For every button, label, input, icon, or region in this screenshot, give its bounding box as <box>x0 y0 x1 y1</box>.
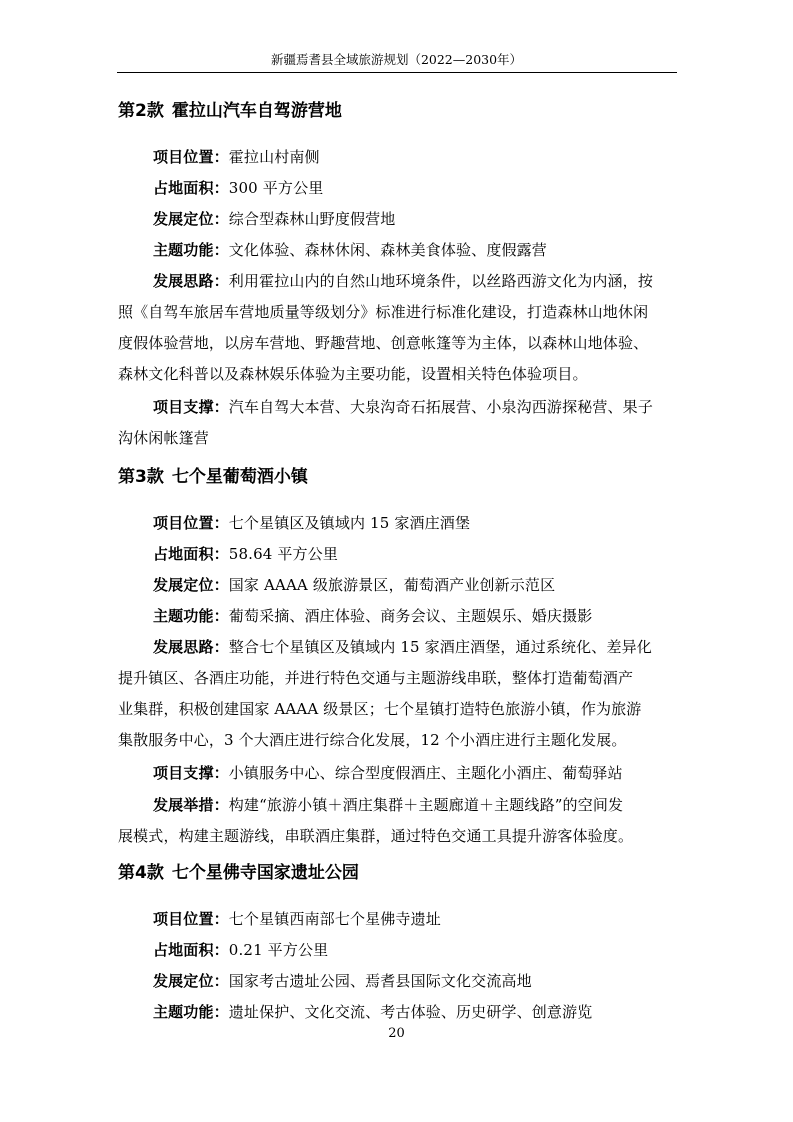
field-label: 发展定位： <box>153 972 229 990</box>
field-location <box>153 512 470 533</box>
field-value: 300 平方公里 <box>228 179 324 197</box>
field-value: 58.64 平方公里 <box>228 545 338 563</box>
field-label: 占地面积： <box>153 179 229 197</box>
field-label: 项目位置： <box>153 910 229 928</box>
field-label: 项目位置： <box>153 514 229 532</box>
field-positioning <box>153 970 532 991</box>
field-label: 项目支撑： <box>153 398 229 416</box>
page-number: 20 <box>388 1026 405 1041</box>
section-number: 第2款 <box>118 101 164 121</box>
paragraph-line: 森林文化科普以及森林娱乐体验为主要功能，设置相关特色体验项目。 <box>118 365 588 383</box>
field-value: 构建“旅游小镇＋酒庄集群＋主题廊道＋主题线路”的空间发 <box>228 796 624 814</box>
field-support <box>153 396 653 417</box>
section-number: 第4款 <box>118 863 164 883</box>
field-label: 主题功能： <box>153 607 229 625</box>
field-label: 占地面积： <box>153 941 229 959</box>
field-value: 小镇服务中心、综合型度假酒庄、主题化小酒庄、葡萄驿站 <box>228 764 623 782</box>
field-label: 发展思路： <box>153 638 229 656</box>
paragraph-line: 沟休闲帐篷营 <box>118 429 209 447</box>
section-title-3 <box>118 462 308 487</box>
field-value: 霍拉山村南侧 <box>228 148 320 166</box>
field-value: 国家考古遗址公园、焉耆县国际文化交流高地 <box>228 972 532 990</box>
field-value: 文化体验、森林休闲、森林美食体验、度假露营 <box>228 241 547 259</box>
paragraph-line: 度假体验营地，以房车营地、野趣营地、创意帐篷等为主体，以森林山地体验、 <box>118 334 649 352</box>
paragraph-line: 提升镇区、各酒庄功能，并进行特色交通与主题游线串联，整体打造葡萄酒产 <box>118 669 634 687</box>
field-positioning <box>153 574 555 595</box>
section-heading: 霍拉山汽车自驾游营地 <box>171 101 342 121</box>
paragraph-line: 集散服务中心，3 个大酒庄进行综合化发展，12 个小酒庄进行主题化发展。 <box>118 731 627 749</box>
field-positioning <box>153 208 395 229</box>
field-label: 发展举措： <box>153 796 229 814</box>
field-area <box>153 177 323 198</box>
field-value: 遗址保护、文化交流、考古体验、历史研学、创意游览 <box>228 1003 593 1021</box>
field-value: 国家 AAAA 级旅游景区，葡萄酒产业创新示范区 <box>228 576 556 594</box>
field-label: 主题功能： <box>153 1003 229 1021</box>
section-title-2 <box>118 96 342 121</box>
section-heading: 七个星葡萄酒小镇 <box>171 467 308 487</box>
field-function <box>153 1001 592 1022</box>
header-divider <box>117 72 677 73</box>
field-value: 七个星镇西南部七个星佛寺遗址 <box>228 910 441 928</box>
field-label: 发展定位： <box>153 210 229 228</box>
field-label: 发展思路： <box>153 272 229 290</box>
field-value: 七个星镇区及镇域内 15 家酒庄酒堡 <box>228 514 471 532</box>
field-idea <box>153 270 653 291</box>
paragraph-line: 照《自驾车旅居车营地质量等级划分》标准进行标准化建设，打造森林山地休闲 <box>118 303 649 321</box>
field-location <box>153 146 320 167</box>
field-value: 整合七个星镇区及镇域内 15 家酒庄酒堡，通过系统化、差异化 <box>228 638 652 656</box>
paragraph-line: 业集群，积极创建国家 AAAA 级景区；七个星镇打造特色旅游小镇，作为旅游 <box>118 700 642 718</box>
field-support <box>153 762 623 783</box>
section-number: 第3款 <box>118 467 164 487</box>
field-label: 主题功能： <box>153 241 229 259</box>
field-label: 发展定位： <box>153 576 229 594</box>
field-value: 0.21 平方公里 <box>228 941 329 959</box>
field-value: 汽车自驾大本营、大泉沟奇石拓展营、小泉沟西游探秘营、果子 <box>228 398 653 416</box>
paragraph-line: 展模式，构建主题游线，串联酒庄集群，通过特色交通工具提升游客体验度。 <box>118 827 634 845</box>
field-area <box>153 543 338 564</box>
field-value: 利用霍拉山内的自然山地环境条件，以丝路西游文化为内涵，按 <box>228 272 653 290</box>
field-location <box>153 908 441 929</box>
section-title-4 <box>118 858 359 883</box>
field-label: 项目位置： <box>153 148 229 166</box>
field-measure <box>153 794 623 815</box>
field-function <box>153 605 592 626</box>
field-value: 综合型森林山野度假营地 <box>228 210 396 228</box>
section-heading: 七个星佛寺国家遗址公园 <box>171 863 359 883</box>
field-label: 占地面积： <box>153 545 229 563</box>
field-label: 项目支撑： <box>153 764 229 782</box>
field-area <box>153 939 328 960</box>
field-value: 葡萄采摘、酒庄体验、商务会议、主题娱乐、婚庆摄影 <box>228 607 593 625</box>
field-idea <box>153 636 652 657</box>
running-header: 新疆焉耆县全域旅游规划（2022—2030年） <box>270 52 523 67</box>
field-function <box>153 239 547 260</box>
